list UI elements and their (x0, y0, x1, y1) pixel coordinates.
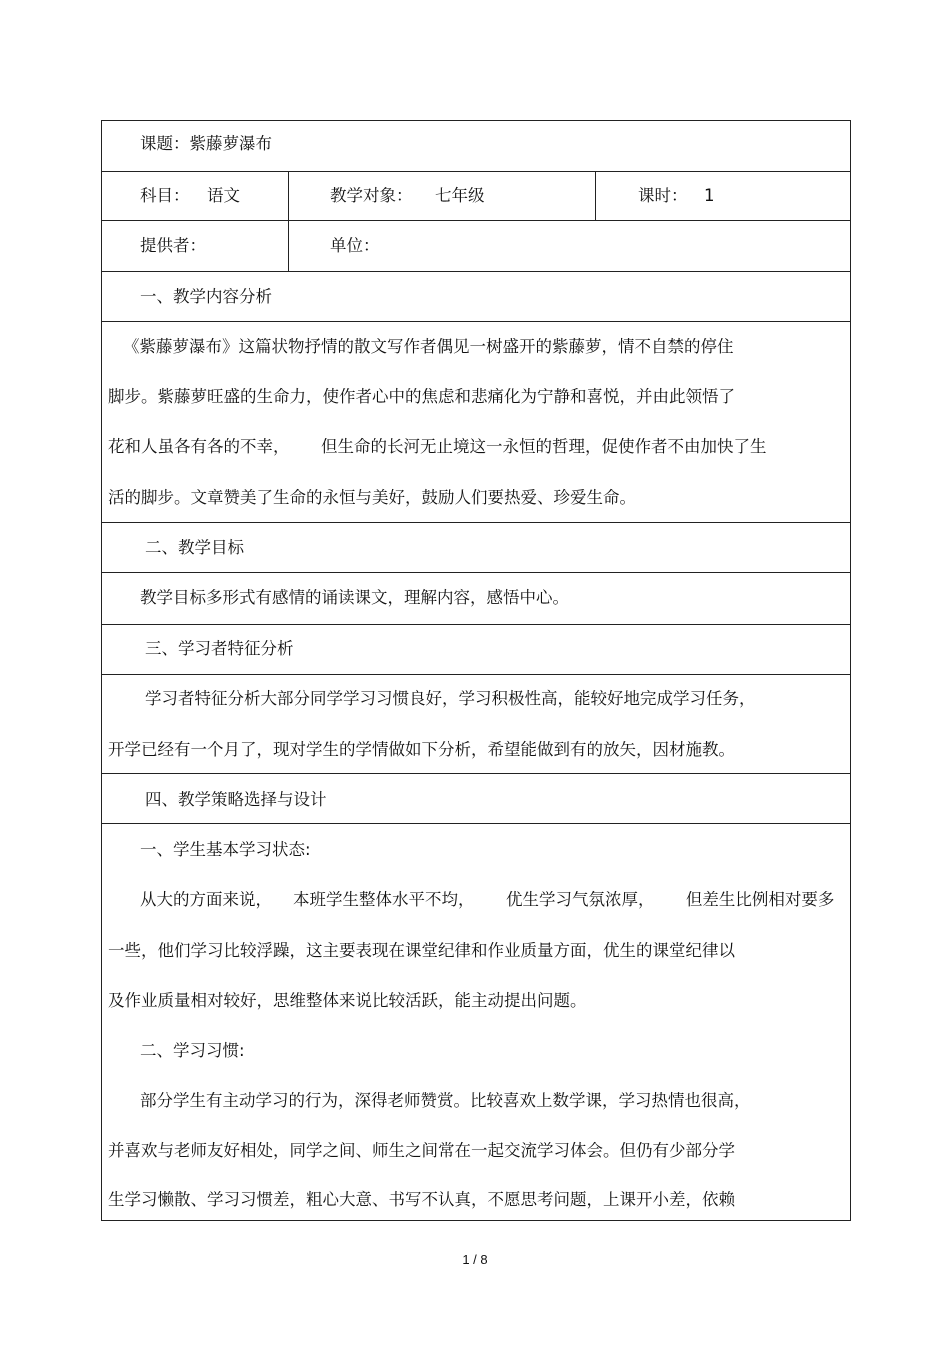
paragraph-line: 生学习懒散、学习习惯差，粗心大意、书写不认真，不愿思考问题，上课开小差，依赖 (108, 1190, 735, 1209)
row-divider (102, 171, 850, 172)
paragraph-line: 脚步。紫藤萝旺盛的生命力，使作者心中的焦虑和悲痛化为宁静和喜悦，并由此领悟了 (108, 387, 735, 406)
paragraph-line: 开学已经有一个月了，现对学生的学情做如下分析，希望能做到有的放矢，因材施教。 (108, 740, 735, 759)
hours-value: 1 (704, 186, 715, 205)
paragraph-line: 部分学生有主动学习的行为，深得老师赞赏。比较喜欢上数学课，学习热情也很高， (140, 1091, 751, 1110)
paragraph-line: 并喜欢与老师友好相处，同学之间、师生之间常在一起交流学习体会。但仍有少部分学 (108, 1141, 735, 1160)
column-divider (288, 171, 289, 271)
subsection-heading: 二、学习习惯: (140, 1041, 245, 1060)
row-divider (102, 823, 850, 824)
row-divider (102, 321, 850, 322)
audience-value: 七年级 (435, 186, 485, 205)
unit-label: 单位： (330, 236, 380, 255)
hours-label: 课时： (638, 186, 688, 205)
section-heading: 三、学习者特征分析 (145, 639, 294, 658)
course-title: 课题：紫藤萝瀑布 (140, 134, 272, 153)
row-divider (102, 773, 850, 774)
audience-label: 教学对象： (330, 186, 413, 205)
paragraph-line: 《紫藤萝瀑布》这篇状物抒情的散文写作者偶见一树盛开的紫藤萝，情不自禁的停住 (123, 337, 734, 356)
paragraph-line: 教学目标多形式有感情的诵读课文，理解内容，感悟中心。 (140, 588, 569, 607)
paragraph-line: 学习者特征分析大部分同学学习习惯良好，学习积极性高，能较好地完成学习任务， (145, 689, 756, 708)
paragraph-line: 从大的方面来说， 本班学生整体水平不均， 优生学习气氛浓厚， 但差生比例相对要多 (140, 890, 835, 909)
row-divider (102, 572, 850, 573)
row-divider (102, 522, 850, 523)
row-divider (102, 624, 850, 625)
row-divider (102, 220, 850, 221)
section-heading: 一、教学内容分析 (140, 287, 272, 306)
section-heading: 二、教学目标 (145, 538, 244, 557)
subsection-heading: 一、学生基本学习状态: (140, 840, 311, 859)
section-heading: 四、教学策略选择与设计 (145, 790, 327, 809)
paragraph-line: 一些，他们学习比较浮躁，这主要表现在课堂纪律和作业质量方面，优生的课堂纪律以 (108, 941, 735, 960)
subject-value: 语文 (207, 186, 240, 205)
paragraph-line: 及作业质量相对较好，思维整体来说比较活跃，能主动提出问题。 (108, 991, 587, 1010)
column-divider (595, 171, 596, 220)
provider-label: 提供者： (140, 236, 206, 255)
subject-label: 科目： (140, 186, 190, 205)
page-number: 1 / 8 (462, 1252, 488, 1267)
paragraph-line: 活的脚步。文章赞美了生命的永恒与美好，鼓励人们要热爱、珍爱生命。 (108, 488, 636, 507)
row-divider (102, 674, 850, 675)
row-divider (102, 271, 850, 272)
paragraph-line: 花和人虽各有各的不幸， 但生命的长河无止境这一永恒的哲理，促使作者不由加快了生 (108, 437, 767, 456)
